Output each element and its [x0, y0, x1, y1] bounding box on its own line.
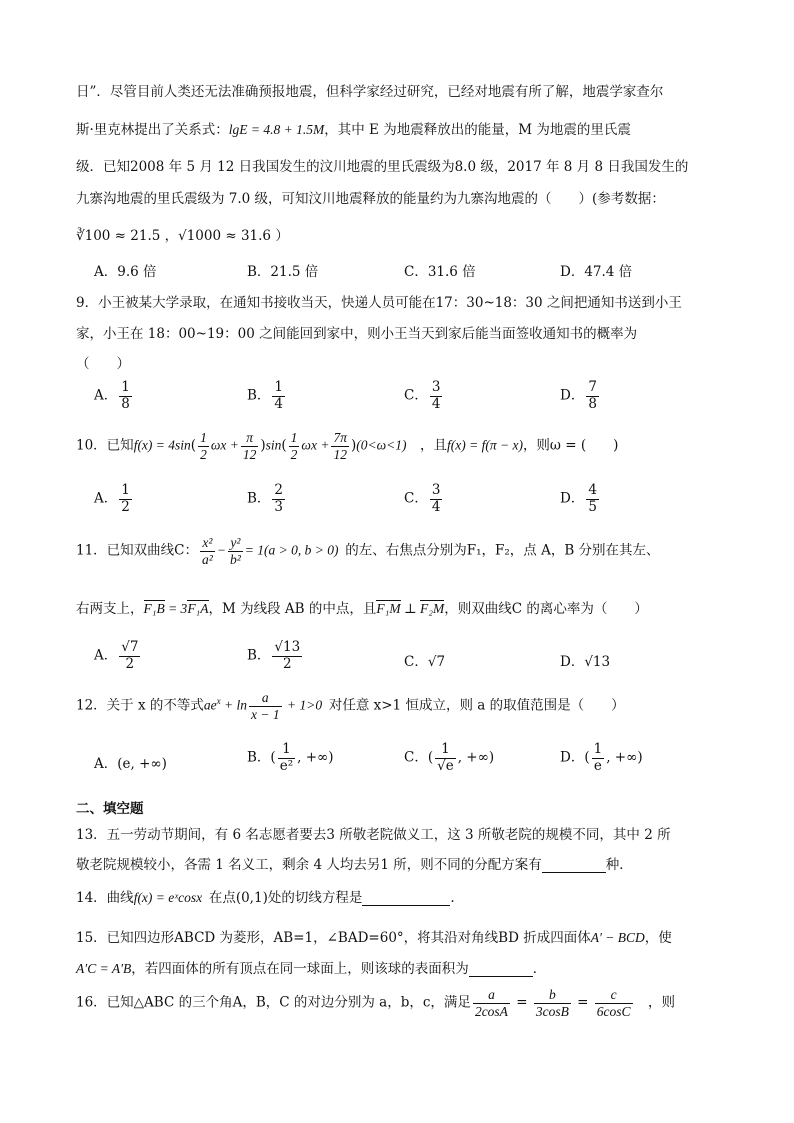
q9-option-b[interactable]: B． $\frac{1}{4}$ — [247, 379, 284, 412]
q8-line-5: ∛100 ≈ 21.5 ，√1000 ≈ 31.6 ） — [76, 228, 289, 244]
q12-stem: 12．关于 x 的不等式$ae^x + \ln$ $\frac{a}{x - 1}$ + 1>0 对任意 x>1 恒成立，则 a 的取值范围是（ ） — [76, 690, 625, 722]
q10-option-a[interactable]: A． $\frac{1}{2}$ — [94, 482, 130, 515]
q14-answer-blank[interactable] — [362, 891, 450, 906]
q8-line-1: 日”．尽管目前人类还无法准确预报地震，但科学家经过研究，已经对地震有所了解，地震学家查尔 — [76, 84, 664, 100]
q8-line-2-pre: 斯·里克林提出了关系式： — [76, 122, 229, 138]
q9-line-3: （ ） — [76, 356, 130, 372]
q10-option-b[interactable]: B． $\frac{2}{3}$ — [247, 482, 284, 515]
q13-line-2: 敬老院规模较小，各需 1 名义工，剩余 4 人均去另1 所，则不同的分配方案有 种． — [76, 857, 633, 873]
q8-line-2-post: ，其中 E 为地震释放出的能量，M 为地震的里氏震 — [324, 122, 631, 138]
q15-line-2: A′C = A′B，若四面体的所有顶点在同一球面上，则该球的表面积为 ． — [76, 961, 547, 977]
q8-option-a[interactable]: A．9.6 倍 — [94, 264, 157, 280]
q9-option-d[interactable]: D． $\frac{7}{8}$ — [560, 379, 597, 412]
q10-option-c[interactable]: C． $\frac{3}{4}$ — [404, 482, 441, 515]
q8-formula: lgE = 4.8 + 1.5M — [228, 122, 325, 137]
q8-line-2 — [76, 118, 631, 138]
q11-option-c[interactable]: C．√7 — [404, 654, 446, 670]
q8-option-c[interactable]: C．31.6 倍 — [404, 264, 476, 280]
q10-stem: 10．已知f(x) = 4sin( $\frac{1}{2}$ ωx + $\frac{\pi}{12}$ )sin( $\frac{1}{2}$ ωx + $\frac{7\pi}{12}$ )(0<ω<1) ，且f(x) = f(π − x)，则ω = ( ) — [76, 430, 619, 462]
q12-option-d[interactable]: D．( $\frac{1}{e}$ , +∞) — [560, 741, 643, 774]
q8-option-b[interactable]: B．21.5 倍 — [247, 264, 319, 280]
q11-line-2: 右两支上，F₁B = 3F₁A，M 为线段 AB 的中点，且F₁M ⊥ F₂M，则双曲线C 的离心率为（ ） — [76, 601, 648, 617]
q8-line-4: 九寨沟地震的里氏震级为 7.0 级，可知汶川地震释放的能量约为九寨沟地震的（ ）(参考数据： — [76, 191, 665, 207]
q11-line-1: 11．已知双曲线C： $\frac{\text{x²}}{\text{a²}}$ − $\frac{\text{y²}}{\text{b²}}$ = 1(a > 0, b > 0) 的左、右焦点分别为F₁，F₂，点 A，B 分别在其左、 — [76, 535, 660, 567]
q13-line-1: 13．五一劳动节期间，有 6 名志愿者要去3 所敬老院做义工，这 3 所敬老院的规模不同，其中 2 所 — [76, 827, 671, 843]
q15-answer-blank[interactable] — [469, 962, 533, 977]
q8-option-d[interactable]: D．47.4 倍 — [560, 264, 633, 280]
q16-line: 16．已知△ABC 的三个角A，B，C 的对边分别为 a，b，c，满足 $\frac{a}{2\cos A}$ = $\frac{b}{3\cos B}$ = $\frac{c}{6\cos C}$ ，则 — [76, 987, 675, 1019]
q9-line-1: 9．小王被某大学录取，在通知书接收当天，快递人员可能在17：30~18：30 之间把通知书送到小王 — [76, 295, 682, 311]
q10-option-d[interactable]: D． $\frac{4}{5}$ — [560, 482, 597, 515]
q9-option-c[interactable]: C． $\frac{3}{4}$ — [404, 379, 441, 412]
q11-option-a[interactable]: A． $\frac{√7}{2}$ — [94, 639, 139, 672]
q13-answer-blank[interactable] — [542, 858, 606, 873]
q12-option-a[interactable]: A．(e, +∞) — [94, 756, 167, 772]
q12-option-b[interactable]: B．( $\frac{1}{\text{e²}}$ , +∞) — [247, 741, 334, 774]
q12-option-c[interactable]: C．( $\frac{1}{√e}$ , +∞) — [404, 741, 495, 774]
q9-line-2: 家，小王在 18：00~19：00 之间能回到家中，则小王当天到家后能当面签收通知书的概率为 — [76, 326, 638, 342]
section-heading: 二、填空题 — [76, 801, 144, 817]
q11-option-d[interactable]: D．√13 — [560, 654, 611, 670]
q11-option-b[interactable]: B． $\frac{√13}{2}$ — [247, 639, 301, 672]
q9-option-a[interactable]: A． $\frac{1}{8}$ — [94, 379, 130, 412]
q14-line: 14．曲线f(x) = eˣcosx 在点(0,1)处的切线方程是 . — [76, 890, 455, 906]
q15-line-1: 15．已知四边形ABCD 为菱形，AB=1，∠BAD=60°，将其沿对角线BD 折成四面体A′ − BCD，使 — [76, 930, 672, 946]
q8-line-3: 级．已知2008 年 5 月 12 日我国发生的汶川地震的里氏震级为8.0 级，2017 年 8 月 8 日我国发生的 — [76, 159, 689, 175]
